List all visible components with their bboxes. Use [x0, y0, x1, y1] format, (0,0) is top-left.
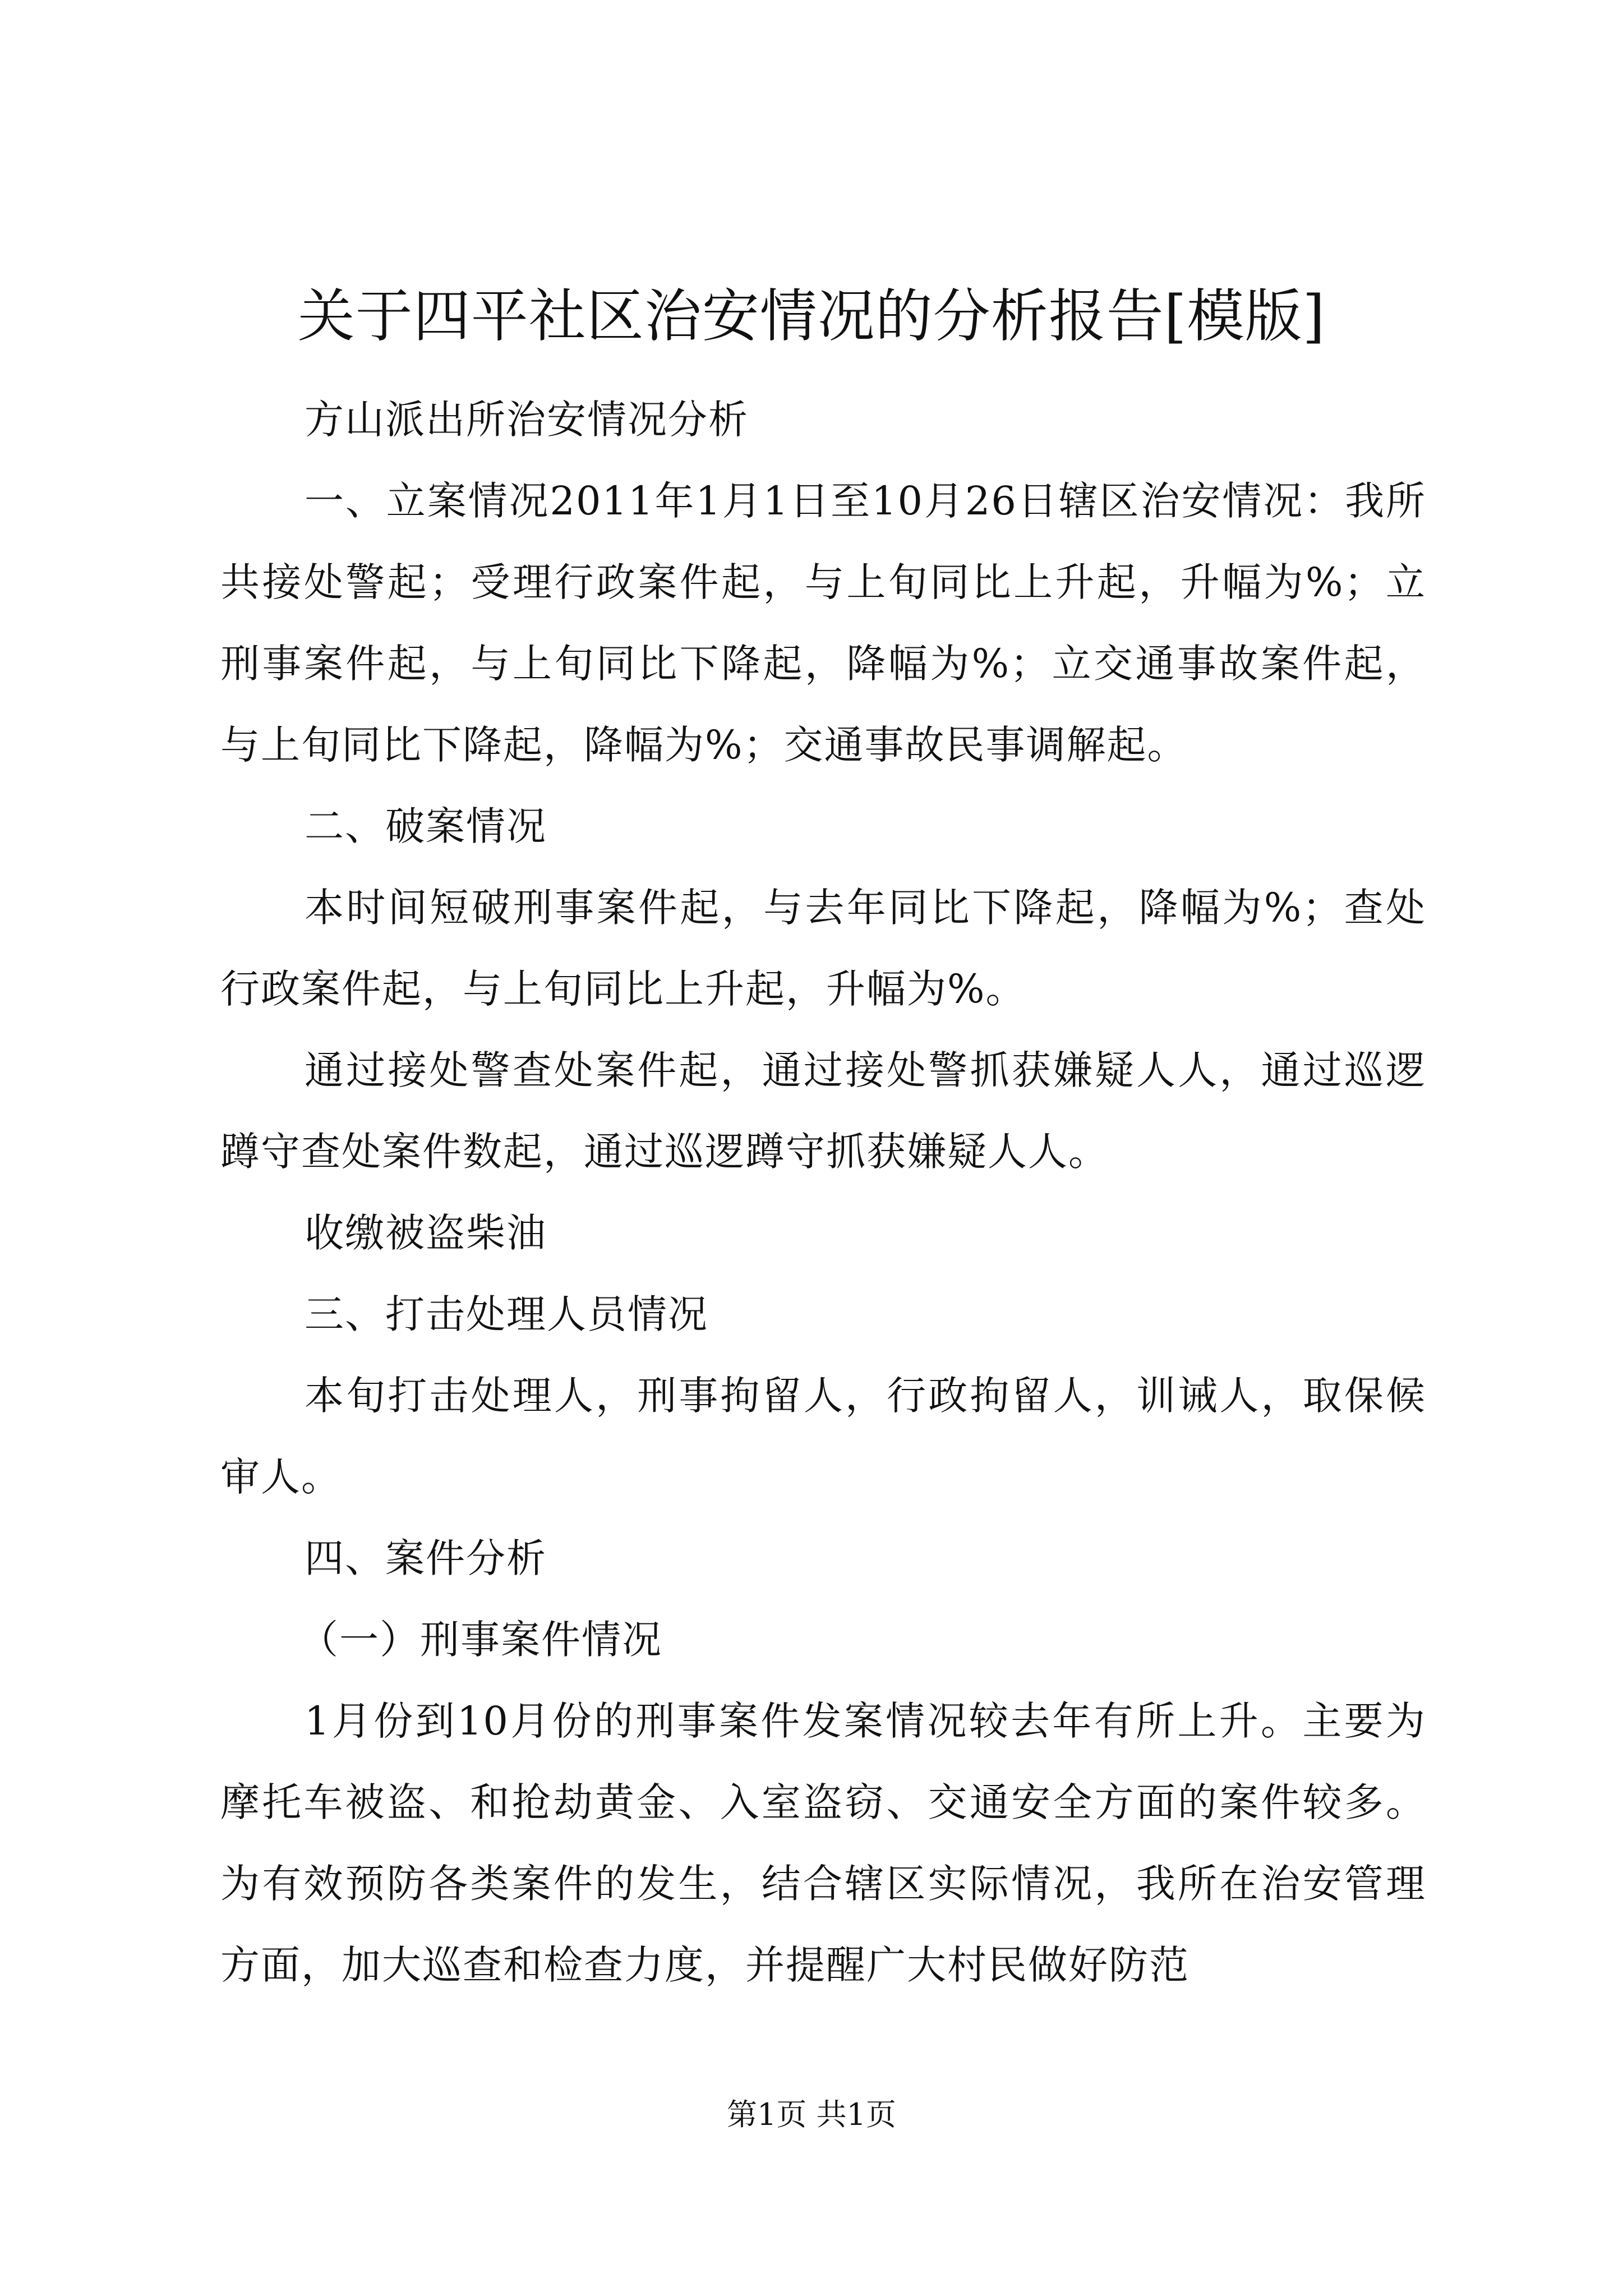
paragraph-personnel: 本旬打击处理人，刑事拘留人，行政拘留人，训诫人，取保候审人。: [220, 1373, 1426, 1500]
paragraph-criminal-cases: 1月份到10月份的刑事案件发案情况较去年有所上升。主要为摩托车被盗、和抢劫黄金、入室盗窃、交通安全方面的案件较多。为有效预防各类案件的发生，结合辖区实际情况，我所在治安管理方面，加大巡查和检查力度，并提醒广大村民做好防范: [220, 1698, 1426, 1988]
document-body: [220, 379, 1426, 2006]
heading-case-analysis: 四、案件分析: [305, 1535, 547, 1581]
paragraph-case-solving: 本时间短破刑事案件起，与去年同比下降起，降幅为%；查处行政案件起，与上旬同比上升起，升幅为%。: [220, 885, 1426, 1012]
heading-criminal-cases: （一）刑事案件情况: [299, 1617, 662, 1663]
page-footer: 第1页 共1页: [727, 2097, 896, 2132]
paragraph-diesel: 收缴被盗柴油: [305, 1210, 547, 1256]
heading-case-solving: 二、破案情况: [305, 803, 547, 849]
paragraph-patrol: 通过接处警查处案件起，通过接处警抓获嫌疑人人，通过巡逻蹲守查处案件数起，通过巡逻蹲守抓获嫌疑人人。: [220, 1047, 1426, 1175]
document-title: 关于四平社区治安情况的分析报告[模版]: [297, 283, 1326, 350]
paragraph-subtitle: 方山派出所治安情况分析: [305, 397, 749, 443]
heading-personnel: 三、打击处理人员情况: [305, 1291, 708, 1337]
paragraph-case-filing: 一、立案情况2011年1月1日至10月26日辖区治安情况：我所共接处警起；受理行政案件起，与上旬同比上升起，升幅为%；立刑事案件起，与上旬同比下降起，降幅为%；立交通事故案件起，与上旬同比下降起，降幅为%；交通事故民事调解起。: [220, 478, 1426, 768]
